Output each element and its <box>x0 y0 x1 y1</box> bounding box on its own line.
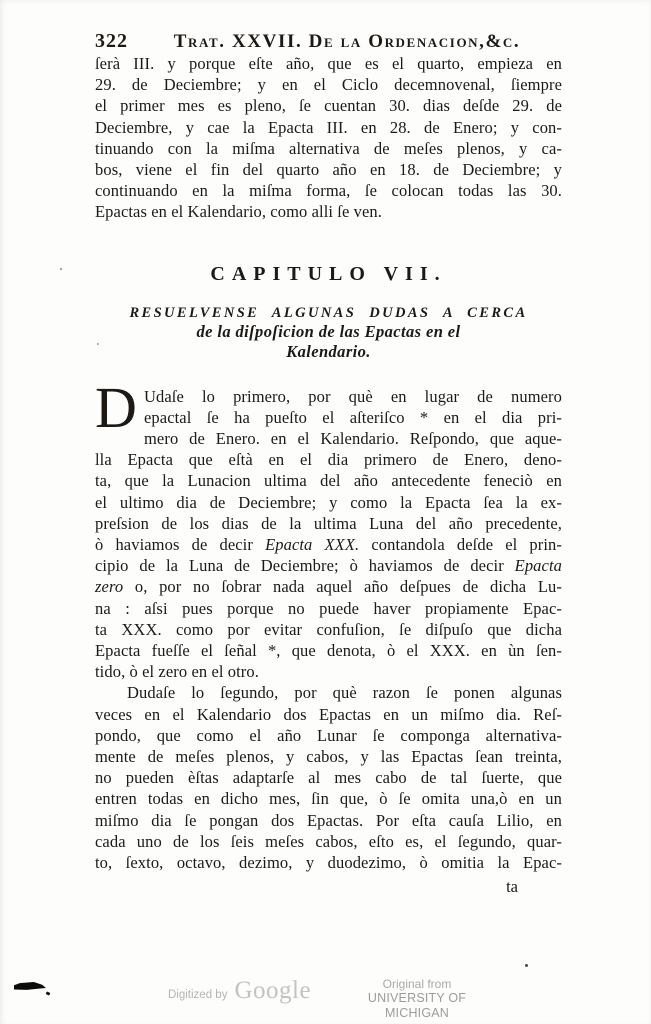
text-line <box>95 746 562 767</box>
scan-speck <box>97 343 99 345</box>
text-segment: 29. de Deciembre; y en el Ciclo decemnovenal, ſiempre <box>95 75 562 95</box>
text-line <box>95 513 562 534</box>
text-line <box>95 810 562 831</box>
text-line <box>95 555 562 576</box>
text-segment: no pueden èſtas adaptarſe al mes cabo de tal ſuerte, que <box>95 768 562 788</box>
text-line <box>95 492 562 513</box>
text-line <box>95 407 562 428</box>
text-segment: Epactas en el Kalendario, como alli ſe ven. <box>95 202 382 222</box>
text-segment: Epacta fueſſe el ſeñal *, que denota, ò el XXX. en ùn ſen- <box>95 641 562 661</box>
text-line <box>95 180 562 201</box>
chapter-heading: CAPITULO VII. <box>210 262 447 285</box>
text-segment: bos, viene el fin del quarto año en 18. de Deciembre; y <box>95 160 562 180</box>
text-segment: na : aſsi pues porque no puede haver propiamente Epac- <box>95 598 562 618</box>
scan-speck <box>525 964 528 967</box>
original-from-label: Original from <box>382 977 452 991</box>
text-block <box>95 30 562 897</box>
ink-dot-artifact <box>46 991 51 995</box>
ink-smudge-artifact <box>14 982 46 993</box>
italic-text-segment: Epacta XXX. <box>265 535 360 555</box>
text-line <box>95 449 562 470</box>
text-line <box>95 428 562 449</box>
text-segment: ſerà III. y porque eſte año, que es el quarto, empieza en <box>95 54 562 73</box>
paragraph-lines <box>95 374 563 683</box>
text-line <box>95 640 562 661</box>
text-segment: to, ſexto, octavo, dezimo, y duodezimo, ò omitia la Epac- <box>95 853 562 873</box>
text-line <box>95 159 562 180</box>
text-segment: ta, que la Lunacion ultima del año antecedente feneciò en <box>95 471 562 491</box>
text-segment: entren todas en dicho mes, ſin que, ò ſe omita una,ò en un <box>95 789 562 809</box>
text-line <box>95 576 562 597</box>
text-line <box>95 117 562 138</box>
text-segment: Dudaſe lo ſegundo, por què razon ſe ponen algunas <box>127 683 562 703</box>
text-line <box>95 725 562 746</box>
argument-line: Kalendario. <box>286 342 371 362</box>
paragraph-dudase-primero <box>95 374 563 683</box>
drop-cap-letter: D <box>95 374 137 440</box>
text-line <box>95 767 562 788</box>
scan-speck <box>60 268 62 270</box>
chapter-argument <box>95 305 562 363</box>
text-line <box>95 386 562 407</box>
institution-label: UNIVERSITY OF MICHIGAN <box>367 991 467 1020</box>
text-segment: veces en el Kalendario dos Epactas en un miſmo dia. Reſ- <box>95 704 562 724</box>
text-segment: tido, ò el zero en el otro. <box>95 662 259 682</box>
argument-line: de la diſpoſicion de las Epactas en el <box>196 321 461 341</box>
text-segment: cada uno de los ſeis meſes cabos, eſto es, el ſegundo, quar- <box>95 831 562 851</box>
text-segment: cipio de la Luna de Deciembre; ò haviamos de decir <box>95 556 515 576</box>
text-line <box>95 470 562 491</box>
text-segment: el ultimo dia de Deciembre; y como la Epacta ſea la ex- <box>95 492 562 512</box>
provenance-credit <box>342 977 492 1021</box>
text-segment: preſsion de los dias de la ultima Luna del año precedente, <box>95 513 562 533</box>
page-number: 322 <box>95 30 128 52</box>
text-line <box>95 201 562 222</box>
digitized-by-label: Digitized by <box>168 989 228 1001</box>
italic-text-segment: zero <box>95 577 124 597</box>
text-segment: Udaſe lo primero, por què en lugar de numero <box>144 386 562 406</box>
text-line <box>95 682 562 703</box>
text-segment: epactal ſe ha pueſto el aſteriſco * en el dia pri- <box>144 407 562 427</box>
text-segment: ta XXX. como por evitar confuſion, ſe diſpuſo que dicha <box>95 619 562 639</box>
text-line <box>95 53 562 74</box>
paragraph-dudase-segundo <box>95 682 562 873</box>
text-line <box>95 95 562 116</box>
text-segment: tinuando con la miſma alternativa de meſes plenos, y ca- <box>95 138 562 158</box>
text-segment: continuando en la miſma forma, ſe colocan todas las 30. <box>95 181 562 201</box>
text-segment: miſmo dia ſe pongan dos Epactas. Por eſta cauſa Lilio, en <box>95 810 562 830</box>
text-segment: mero de Enero. en el Kalendario. Reſpondo, que aque- <box>144 429 562 449</box>
text-segment: mente de meſes plenos, y cabos, y las Epactas ſean treinta, <box>95 747 562 767</box>
italic-text-segment: Epacta <box>514 556 562 576</box>
catchword: ta <box>506 877 518 897</box>
google-credit <box>168 977 311 1005</box>
running-title: Trat. XXVII. De la Ordenacion,&c. <box>173 31 521 52</box>
google-logo: Google <box>234 977 312 1004</box>
text-line <box>95 661 562 682</box>
text-line <box>95 534 562 555</box>
text-line <box>95 74 562 95</box>
text-segment: Deciembre, y cae la Epacta III. en 28. de Enero; y con- <box>95 117 562 137</box>
argument-line: RESUELVENSE ALGUNAS DUDAS A CERCA <box>129 304 528 321</box>
text-line <box>95 138 562 159</box>
text-line <box>95 788 562 809</box>
text-segment: lla Epacta que eſtà en el dia primero de Enero, deno- <box>95 450 562 470</box>
paragraph-continuation <box>95 53 562 223</box>
text-line <box>95 704 562 725</box>
text-line <box>95 598 562 619</box>
page-header <box>95 30 562 53</box>
text-segment: el primer mes es pleno, ſe cuentan 30. dias deſde 29. de <box>95 96 562 116</box>
text-segment: contandola deſde el prin- <box>359 535 563 555</box>
text-line <box>95 619 562 640</box>
text-line <box>95 852 562 873</box>
text-segment: ò haviamos de decir <box>95 535 266 555</box>
text-segment: o, por no ſobrar nada aquel año deſpues de dicha Lu- <box>123 577 562 597</box>
text-segment: pondo, que como el año Lunar ſe componga alternativa- <box>95 725 562 745</box>
text-line <box>95 831 562 852</box>
